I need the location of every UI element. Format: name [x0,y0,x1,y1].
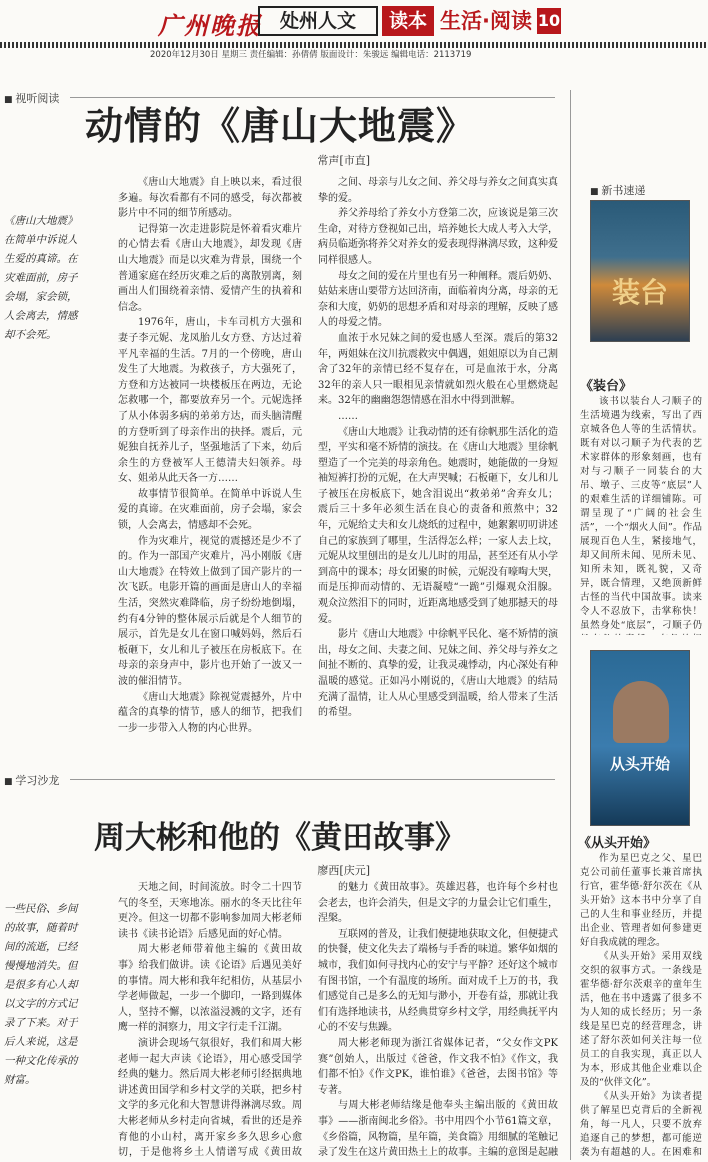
article1-column-2 [318,175,558,733]
book-cover-title: 从头开始 [609,755,670,773]
section-red-tag: 读本 [382,6,434,36]
article2-lead: 一些民俗、乡间的故事，随着时间的流逝，已经慢慢地消失。但是很多有心人却以文字的方式记录了下来。对于后人来说，这是一种文化传承的财富。 [4,903,78,1086]
article2-column-1 [118,880,302,1158]
paragraph: 之间、母亲与儿女之间、养父母与养女之间真实真挚的爱。 [318,177,558,204]
book2-title: 《从头开始》 [578,836,657,851]
article2-byline: 廖西[庆元] [317,864,370,877]
paragraph: 作为星巴克之父、星巴克公司前任董事长兼首席执行官，霍华德·舒尔茨在《从头开始》这本书中分享了自己的人生和事业经历，并提出企业、管理者如何参建更好自我成就的理念。 [580,853,702,948]
paragraph: 该书以装台人刁顺子的生活境遇为线索，写出了西京城各色人等的生活情状。既有对以刁顺子为代表的艺术家群体的形象刻画，也有对与刁顺子一同装台的大吊、墩子、三皮等“底层”人的艰难生活的详细铺陈。可谓呈现了“广阔的社会生活”，一个“烟火人间”。作品展现百色人生，紧接地气，却又间所未闻、见所未见、知所未知，既礼貌，又奇异，既合情理，又绝顶新鲜古怪的当代中国故事。读来令人不忍放下，击掌称快！虽然身处“底层”，刁顺子仍 [580,396,702,631]
book-cover-zhuangtai [590,200,690,342]
paragraph: 《唐山大地震》自上映以来，看过很多遍。每次看都有不同的感受，每次都被影片中不同的细节所感动。 [118,177,302,220]
paragraph: 《从头开始》采用双线交织的叙事方式。一条线是霍华德·舒尔茨艰辛的童年生活，他在书中透露了很多不为人知的成长经历；另一条线是星巴克的经营理念，讲述了舒尔茨如何关注每一位员工的自我实现，真正以人为本，形成其他企业难以企及的“伙伴文化”。 [580,951,702,1088]
author-portrait [613,681,669,743]
page-number: 10 [537,8,561,34]
paragraph: 血浓于水兄妹之间的爱也感人至深。震后的第32年，两姐妹在汶川抗震救灾中偶遇，姐姐原以为自己割舍了32年的亲情已经不复存在，可是血浓于水，分离32年的亲人只一眼相见亲情就如烈火般在心里燃烧起来。32年的幽幽怨怨情感在泪水中得到泄解。 [318,332,558,407]
dateline: 2020年12月30日 星期三 责任编辑：孙倩倩 版面设计：朱骏远 编辑电话：2113719 [150,50,472,60]
article1-lead: 《唐山大地震》在简单中诉说人生爱的真谛。在灾难面前，房子会塌，家会锁，人会离去，情感却不会死。 [4,215,78,341]
paragraph: 互联网的普及，让我们便捷地获取文化，但便捷式的快餐，使文化失去了端杨与手香的味道。繁华如烟的城市，我们如何寻找内心的安宁与平静？还好这个城市有图书馆，一个有温度的场所。面对成千上万的书，我们感觉自己是多么的无知与渺小，开卷有益，那就让我们有选择地读书，从经典贯穿乡村文学，用经典抚平内心的不安与焦躁。 [318,928,558,1034]
paragraph: 故事情节很简单。在简单中诉说人生爱的真谛。在灾难面前，房子会塌，家会锁，人会离去，情感却不会死。 [118,488,302,532]
section-box-title: 处州人文 [258,6,378,36]
article2-title: 周大彬和他的《黄田故事》 [94,820,466,856]
book1-title: 《装台》 [580,379,633,394]
sidebar-rule [570,90,571,1160]
paragraph: 作为灾难片，视觉的震撼还是少不了的。作为一部国产灾难片，冯小刚版《唐山大地震》在特效上做到了国产影片的一次飞跃。电影开篇的画面是唐山人的幸福生活，突然灾难降临，房子纷纷地倒塌，约有4分钟的整体展示后就是个人细节的展示，首先是女儿在窗口喊妈妈，然后石板砸下，女儿和儿子被压在房板底下。在母亲的亲身声中，影片也开始了一波又一波的催泪情节。 [118,535,302,687]
sidebar-section-label: ■ 新书速递 [590,182,645,198]
article2-section-label: ■ 学习沙龙 [4,772,59,788]
paragraph: 《唐山大地震》除视觉震撼外，片中蕴含的真挚的情节，感人的细节，把我们一步一步带入人物的内心世界。 [118,691,302,733]
book2-description [580,852,702,1157]
article1-column-1 [118,175,302,733]
paragraph: 演讲会现场气氛很好，我们和周大彬老师一起大声读《论语》，用心感受国学经典的魅力。然后周大彬老师引经据典地讲述黄田国学和乡村文学的关联，把乡村文学的多元化和大智慧讲得淋漓尽致。周大彬老师从乡村走向省城，看世的还是养育他的小山村，离开家乡多久思乡心愈切，于是他将乡土人情谱写成《黄田故 [118,1037,302,1158]
paragraph: 《从头开始》为读者提供了解星巴克背后的全新视角，每一凡人，只要不放弃追逐自己的梦想，都可能逆袭为有超越的人。在困难和 [580,1091,702,1157]
paragraph: 1976年，唐山，卡车司机方大强和妻子李元妮、龙凤胎儿女方登、方达过着平凡幸福的生活。7月的一个傍晚，唐山发生了大地震。为救孩子，方大强死了，方登和方达被同一块楼板压在两边，无论怎救哪一个，都要放弃另一个。元妮选择了从小体弱多病的弟弟方达，而头脑清醒的方登听到了母亲作出的抉择。震后，元妮独自抚养儿子，坚强地活了下来，幼后余生的方登被军人王德清夫妇领养。母女、姐弟从此天各一方…… [118,317,302,485]
paragraph: 与周大彬老师结缘是他奉头主编出版的《黄田故事》——浙南闽北乡俗》。书中用四个小节61篇文章，《乡俗篇，风物篇，星年篇，美食篇》用细腻的笔触记录了发生在这片黄田热土上的故事。主编的意图是起融 [318,1100,558,1158]
paragraph: 周大彬老师带着他主编的《黄田故事》给我们做讲。读《论语》后遇见美好的事情。周大彬和我年纪相仿，从基层小学老师做起，一步一个脚印，一路到媒体人，坚持不懈，以浓溢浸溅的文字，还有鹰一样的洞察力，用文字行走千江湖。 [118,944,302,1034]
article1-byline: 常声[市直] [317,154,370,167]
newspaper-brand: 广州晚报 [158,11,262,40]
paragraph: 养父养母给了养女小方登第二次，应该说是第三次生命，对待方登视如己出，培养她长大成人考入大学，病员临逝弥将养父对养女的爱表现得淋漓尽致，这种爱同样很感人。 [318,208,558,266]
section-divider [70,779,555,780]
paragraph: 母女之间的爱在片里也有另一种阐释。震后奶奶、姑姑来唐山要带方达回济南，面临着肉分离，母亲的无奈和大度，奶奶的思想矛盾和对母亲的理解，反映了感人的母爱之情。 [318,270,558,329]
paragraph: 周大彬老师现为浙江省媒体记者，“父女作文PK赛”创始人，出版过《爸爸，作文我不怕》《作文，我们都不怕》《作文PK，谁怕谁》《爸爸，去图书馆》等专著。 [318,1037,558,1096]
paragraph: 天地之间，时间流放。时令二十四节气的冬至，天寒地冻。丽水的冬天比往年更冷。但这一切都不影响参加周大彬老师读书《读书论语》后感见面的好心情。 [118,882,302,940]
book-cover-title: 装台 [611,276,668,309]
book1-description [580,395,702,635]
paragraph: 《唐山大地震》让我动情的还有徐帆那生活化的造型，平实和毫不矫情的演技。在《唐山大地震》里徐帆塑造了一个完美的母亲角色。她震时，她能做的一身短袖短裤打扮的元妮，在大声哭喊；石板砸下，女儿和儿子被压在房板底下，她含泪说出“救弟弟”舍弃女儿；震后三十多年必须生活在良心的责备和煎熬中；32年，元妮给丈夫和女儿烧纸的过程中，她絮絮叨叨讲述自己的家族到了哪里，生活得怎么样；一家人去上坟，元妮从坟里刨出的是女儿儿时的用品，甚至还有从小学到高中的课本；母女团聚的时候，元妮没有嚎啕大哭，而是压抑而动情的、无语凝噎“一跪”引爆观众泪腺。观众泣然泪下的同时，近距离地感受到了她那撼天的母爱。 [318,426,558,625]
article1-section-label: ■ 视听阅读 [4,90,59,106]
article1-title: 动情的《唐山大地震》 [84,104,475,148]
book-cover-congtoukaishi [590,650,690,826]
paragraph: …… [338,410,358,422]
article2-column-2 [318,880,558,1158]
paragraph: 的魅力《黄田故事》。英雄迟暮，也许每个乡村也会老去，也许会消失，但是文字的力量会让它们重生，涅槃。 [318,882,558,925]
paragraph: 记得第一次走进影院是怀着看灾难片的心情去看《唐山大地震》，却发现《唐山大地震》而是以灾难为背景，围绕一个普通家庭在经历灾难之后的离散别离，刻画出人们围绕着亲情、爱情产生的执着和信念。 [118,223,302,313]
section-title: 生活·阅读 [440,9,532,33]
paragraph: 影片《唐山大地震》中徐帆平民化、毫不矫情的演出，母女之间、夫妻之间、兄妹之间、养父母与养女之间扯不断的、真挚的爱，让我灵魂悸动，内心深处有种温暖的感觉。正如冯小刚说的，《唐山大地震》的结局充满了温情，让人从心里感受到温暖，给人带来了生活的希望。 [318,629,558,719]
